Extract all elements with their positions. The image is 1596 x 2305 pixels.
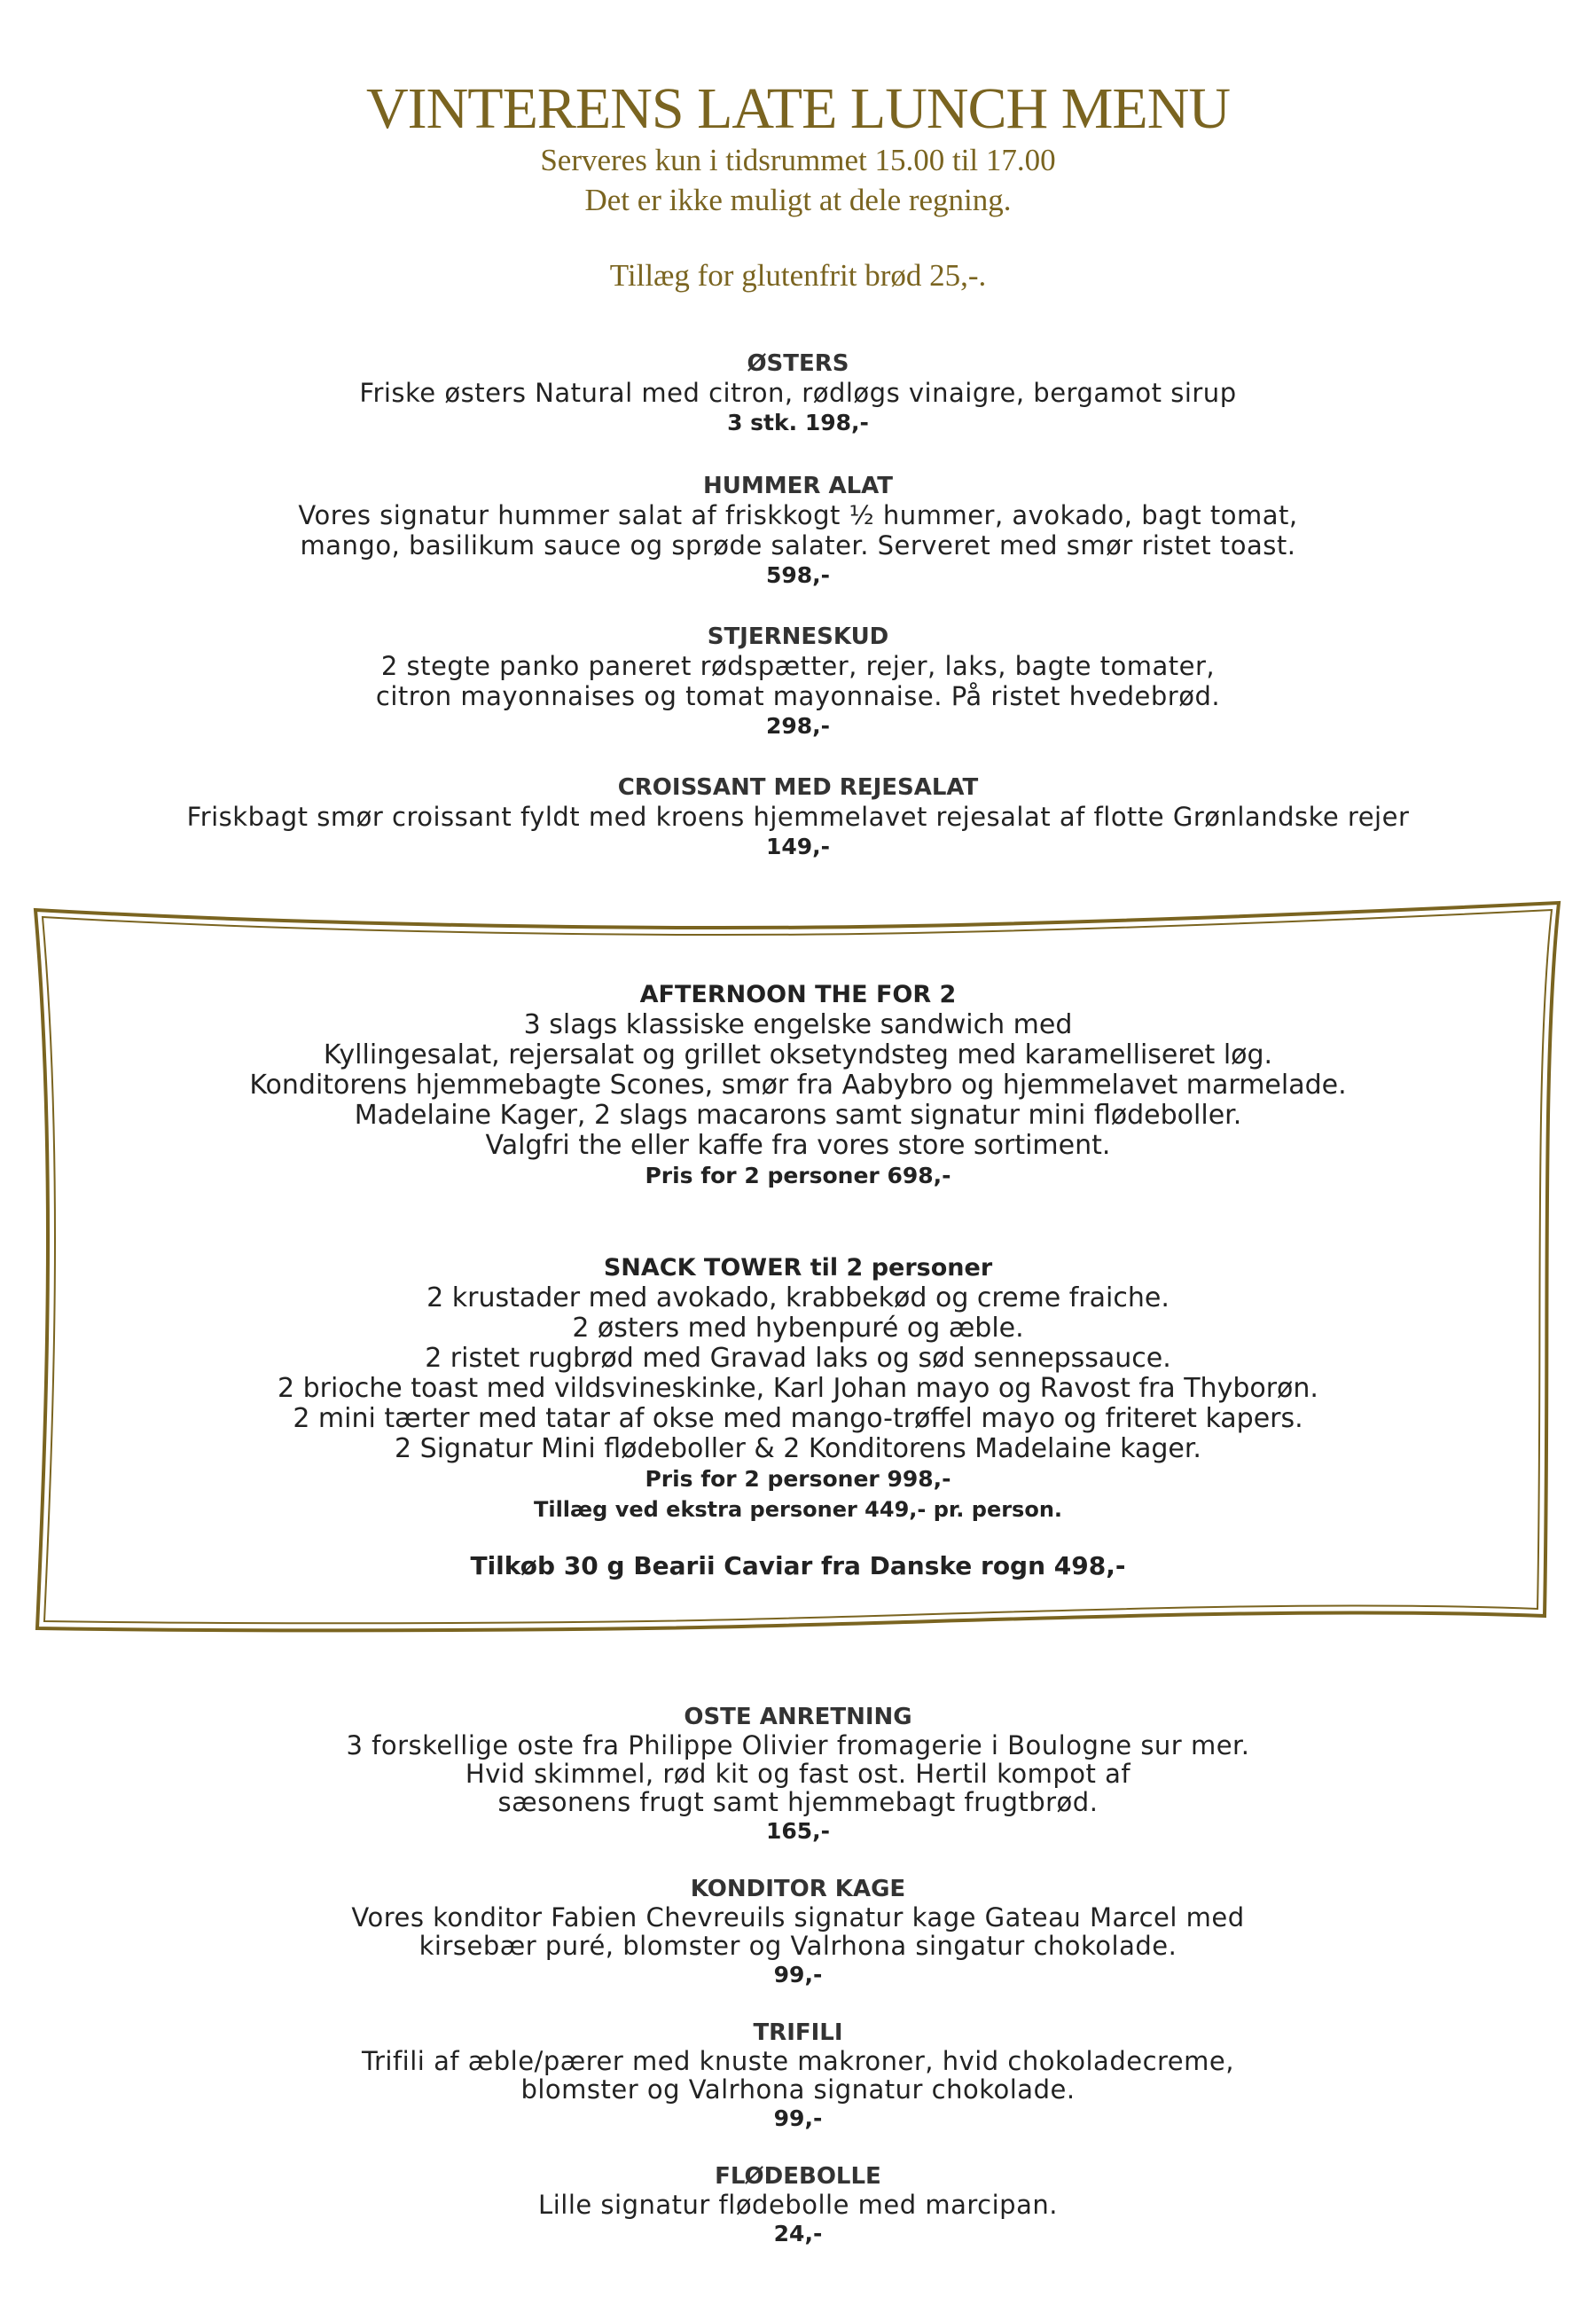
item-desc-line: Friskbagt smør croissant fyldt med kroens hjemmelavet rejesalat af flotte Grønlandske rejer [186, 802, 1410, 832]
item-heading: FLØDEBOLLE [715, 2163, 881, 2190]
item-price: 165,- [765, 1818, 831, 1844]
item-heading: OSTE ANRETNING [684, 1704, 912, 1730]
item-price: Pris for 2 personer 998,- [645, 1466, 951, 1492]
item-desc-line: Konditorens hjemmebagte Scones, smør fra Aabybro og hjemmelavet marmelade. [249, 1070, 1347, 1101]
item-heading: TRIFILI [753, 2019, 843, 2046]
item-price: 24,- [773, 2221, 823, 2246]
item-desc-line: Trifili af æble/pærer med knuste makroner, hvid chokoladecreme, [362, 2046, 1234, 2076]
item-desc-line: 2 ristet rugbrød med Gravad laks og sød sennepssauce. [425, 1343, 1171, 1374]
item-desc-line: Kyllingesalat, rejersalat og grillet oksetyndsteg med karamelliseret løg. [323, 1039, 1273, 1070]
menu-item-flodebolle [0, 2162, 1596, 2249]
item-heading: CROISSANT MED REJESALAT [617, 774, 979, 801]
item-heading: KONDITOR KAGE [690, 1876, 906, 1902]
item-heading: STJERNESKUD [707, 623, 889, 650]
menu-item-osters [0, 349, 1596, 438]
item-desc-line: sæsonens frugt samt hjemmebagt frugtbrød. [497, 1787, 1099, 1817]
item-desc-line: 2 krustader med avokado, krabbekød og creme fraiche. [426, 1282, 1170, 1313]
item-price: 99,- [773, 1962, 823, 1987]
caviar-addon: Tilkøb 30 g Bearii Caviar fra Danske rogn 498,- [470, 1551, 1126, 1580]
item-desc-line: 2 brioche toast med vildsvineskinke, Karl Johan mayo og Ravost fra Thyborøn. [278, 1373, 1318, 1404]
menu-header [0, 78, 1596, 295]
item-desc-line: citron mayonnaises og tomat mayonnaise. På ristet hvedebrød. [375, 681, 1221, 711]
menu-item-konditor-kage [0, 1875, 1596, 1990]
item-desc-line: 3 forskellige oste fra Philippe Olivier fromagerie i Boulogne sur mer. [346, 1730, 1250, 1760]
item-desc-line: Valgfri the eller kaffe fra vores store sortiment. [485, 1130, 1111, 1161]
menu-item-stjerneskud [0, 623, 1596, 741]
item-desc-line: Vores konditor Fabien Chevreuils signatur kage Gateau Marcel med [351, 1902, 1245, 1933]
item-desc-line: 2 Signatur Mini flødeboller & 2 Konditorens Madelaine kager. [395, 1433, 1201, 1464]
item-desc-line: 2 mini tærter med tatar af okse med mango-trøffel mayo og friteret kapers. [293, 1403, 1303, 1434]
menu-item-trifili [0, 2019, 1596, 2134]
item-desc-line: Madelaine Kager, 2 slags macarons samt signatur mini flødeboller. [354, 1100, 1242, 1131]
item-desc-line: Vores signatur hummer salat af friskkogt ½ hummer, avokado, bagt tomat, [298, 500, 1298, 530]
item-heading: HUMMER ALAT [703, 473, 893, 499]
item-desc-line: Hvid skimmel, rød kit og fast ost. Hertil kompot af [465, 1759, 1131, 1789]
item-desc-line: 3 slags klassiske engelske sandwich med [523, 1009, 1073, 1040]
item-heading: SNACK TOWER til 2 personer [603, 1254, 993, 1282]
bill-note: Det er ikke muligt at dele regning. [584, 183, 1012, 217]
menu-item-afternoon-the [0, 980, 1596, 1191]
menu-item-hummer [0, 472, 1596, 591]
item-price: 99,- [773, 2105, 823, 2131]
item-price: 3 stk. 198,- [727, 410, 869, 435]
item-desc-line: kirsebær puré, blomster og Valrhona singatur chokolade. [419, 1931, 1177, 1961]
serving-time: Serveres kun i tidsrummet 15.00 til 17.00 [540, 143, 1056, 177]
item-heading: AFTERNOON THE FOR 2 [639, 981, 957, 1008]
gluten-note: Tillæg for glutenfrit brød 25,-. [609, 258, 987, 293]
item-price: 598,- [765, 562, 831, 588]
item-desc-line: 2 østers med hybenpuré og æble. [572, 1313, 1024, 1344]
item-desc-line: Lille signatur flødebolle med marcipan. [538, 2190, 1058, 2220]
extra-person-note: Tillæg ved ekstra personer 449,- pr. person. [533, 1497, 1063, 1522]
item-desc-line: blomster og Valrhona signatur chokolade. [520, 2074, 1076, 2105]
item-price: 298,- [765, 713, 831, 739]
item-desc-line: Friske østers Natural med citron, rødløgs vinaigre, bergamot sirup [359, 378, 1237, 408]
menu-item-oste [0, 1703, 1596, 1846]
menu-item-snack-tower [0, 1253, 1596, 1581]
menu-item-croissant [0, 773, 1596, 862]
item-heading: ØSTERS [747, 350, 849, 377]
item-desc-line: 2 stegte panko paneret rødspætter, rejer, laks, bagte tomater, [380, 651, 1216, 681]
item-price: 149,- [765, 834, 831, 859]
item-price: Pris for 2 personer 698,- [645, 1163, 951, 1188]
item-desc-line: mango, basilikum sauce og sprøde salater. Serveret med smør ristet toast. [300, 530, 1296, 561]
menu-title: VINTERENS LATE LUNCH MENU [365, 76, 1231, 141]
